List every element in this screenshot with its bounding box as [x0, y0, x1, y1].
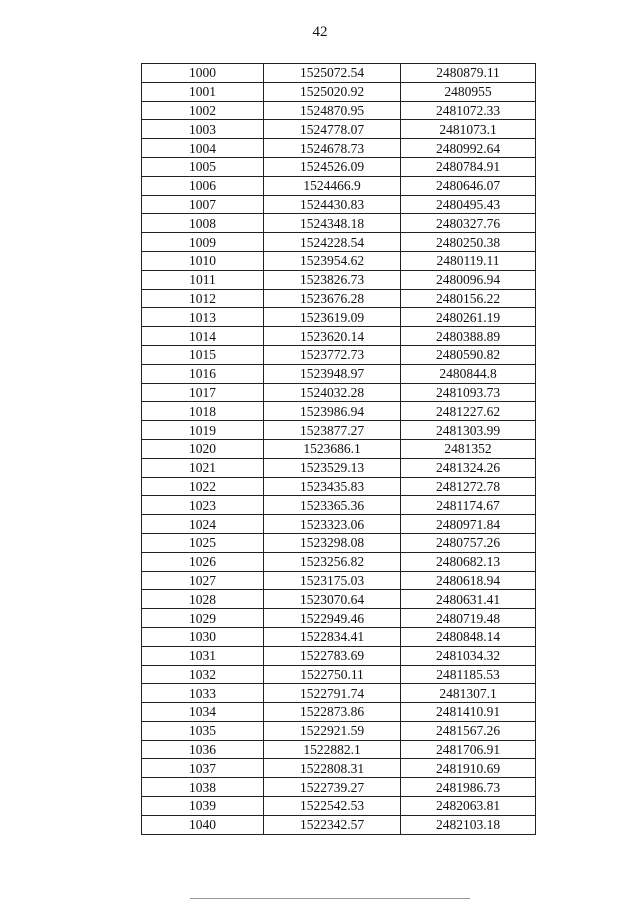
point-number-cell: 1030 — [142, 627, 264, 646]
y-coordinate-cell: 2480388.89 — [401, 327, 536, 346]
x-coordinate-cell: 1523954.62 — [264, 251, 401, 270]
table-row — [142, 515, 536, 534]
x-coordinate-cell: 1523175.03 — [264, 571, 401, 590]
x-coordinate-cell: 1524466.9 — [264, 176, 401, 195]
y-coordinate-cell: 2481174.67 — [401, 496, 536, 515]
point-number-cell: 1015 — [142, 345, 264, 364]
point-number-cell: 1004 — [142, 139, 264, 158]
table-row — [142, 496, 536, 515]
point-number-cell: 1037 — [142, 759, 264, 778]
y-coordinate-cell: 2480784.91 — [401, 157, 536, 176]
point-number-cell: 1014 — [142, 327, 264, 346]
point-number-cell: 1025 — [142, 533, 264, 552]
x-coordinate-cell: 1523619.09 — [264, 308, 401, 327]
x-coordinate-cell: 1523772.73 — [264, 345, 401, 364]
table-row — [142, 214, 536, 233]
x-coordinate-cell: 1523298.08 — [264, 533, 401, 552]
y-coordinate-cell: 2480096.94 — [401, 270, 536, 289]
table-row — [142, 665, 536, 684]
point-number-cell: 1032 — [142, 665, 264, 684]
table-row — [142, 101, 536, 120]
point-number-cell: 1005 — [142, 157, 264, 176]
point-number-cell: 1007 — [142, 195, 264, 214]
y-coordinate-cell: 2480119.11 — [401, 251, 536, 270]
point-number-cell: 1013 — [142, 308, 264, 327]
y-coordinate-cell: 2480261.19 — [401, 308, 536, 327]
point-number-cell: 1028 — [142, 590, 264, 609]
y-coordinate-cell: 2481307.1 — [401, 684, 536, 703]
x-coordinate-cell: 1524032.28 — [264, 383, 401, 402]
point-number-cell: 1027 — [142, 571, 264, 590]
point-number-cell: 1020 — [142, 439, 264, 458]
point-number-cell: 1026 — [142, 552, 264, 571]
table-row — [142, 308, 536, 327]
x-coordinate-cell: 1522873.86 — [264, 703, 401, 722]
point-number-cell: 1018 — [142, 402, 264, 421]
y-coordinate-cell: 2481706.91 — [401, 740, 536, 759]
x-coordinate-cell: 1523620.14 — [264, 327, 401, 346]
x-coordinate-cell: 1523070.64 — [264, 590, 401, 609]
x-coordinate-cell: 1522542.53 — [264, 797, 401, 816]
y-coordinate-cell: 2481272.78 — [401, 477, 536, 496]
y-coordinate-cell: 2480590.82 — [401, 345, 536, 364]
table-row — [142, 703, 536, 722]
x-coordinate-cell: 1523435.83 — [264, 477, 401, 496]
x-coordinate-cell: 1523986.94 — [264, 402, 401, 421]
x-coordinate-cell: 1522834.41 — [264, 627, 401, 646]
y-coordinate-cell: 2481986.73 — [401, 778, 536, 797]
x-coordinate-cell: 1524430.83 — [264, 195, 401, 214]
y-coordinate-cell: 2480955 — [401, 82, 536, 101]
table-row — [142, 439, 536, 458]
point-number-cell: 1023 — [142, 496, 264, 515]
point-number-cell: 1021 — [142, 458, 264, 477]
y-coordinate-cell: 2481303.99 — [401, 421, 536, 440]
x-coordinate-cell: 1523686.1 — [264, 439, 401, 458]
point-number-cell: 1016 — [142, 364, 264, 383]
y-coordinate-cell: 2481410.91 — [401, 703, 536, 722]
y-coordinate-cell: 2480682.13 — [401, 552, 536, 571]
y-coordinate-cell: 2481073.1 — [401, 120, 536, 139]
table-row — [142, 195, 536, 214]
y-coordinate-cell: 2480719.48 — [401, 609, 536, 628]
x-coordinate-cell: 1522882.1 — [264, 740, 401, 759]
y-coordinate-cell: 2481185.53 — [401, 665, 536, 684]
y-coordinate-cell: 2481352 — [401, 439, 536, 458]
y-coordinate-cell: 2480844.8 — [401, 364, 536, 383]
y-coordinate-cell: 2482103.18 — [401, 815, 536, 834]
table-row — [142, 402, 536, 421]
table-row — [142, 64, 536, 83]
y-coordinate-cell: 2480327.76 — [401, 214, 536, 233]
point-number-cell: 1022 — [142, 477, 264, 496]
table-row — [142, 120, 536, 139]
table-row — [142, 364, 536, 383]
x-coordinate-cell: 1523948.97 — [264, 364, 401, 383]
table-row — [142, 778, 536, 797]
y-coordinate-cell: 2480618.94 — [401, 571, 536, 590]
y-coordinate-cell: 2480156.22 — [401, 289, 536, 308]
point-number-cell: 1000 — [142, 64, 264, 83]
point-number-cell: 1012 — [142, 289, 264, 308]
x-coordinate-cell: 1522949.46 — [264, 609, 401, 628]
x-coordinate-cell: 1522342.57 — [264, 815, 401, 834]
table-row — [142, 233, 536, 252]
y-coordinate-cell: 2480631.41 — [401, 590, 536, 609]
table-row — [142, 270, 536, 289]
table-row — [142, 721, 536, 740]
point-number-cell: 1019 — [142, 421, 264, 440]
y-coordinate-cell: 2481072.33 — [401, 101, 536, 120]
table-row — [142, 646, 536, 665]
table-row — [142, 740, 536, 759]
x-coordinate-cell: 1523877.27 — [264, 421, 401, 440]
point-number-cell: 1038 — [142, 778, 264, 797]
y-coordinate-cell: 2481227.62 — [401, 402, 536, 421]
point-number-cell: 1024 — [142, 515, 264, 534]
y-coordinate-cell: 2481567.26 — [401, 721, 536, 740]
table-row — [142, 477, 536, 496]
table-row — [142, 759, 536, 778]
x-coordinate-cell: 1524526.09 — [264, 157, 401, 176]
x-coordinate-cell: 1522791.74 — [264, 684, 401, 703]
table-row — [142, 327, 536, 346]
page-bottom-divider — [190, 898, 470, 899]
table-row — [142, 458, 536, 477]
point-number-cell: 1035 — [142, 721, 264, 740]
x-coordinate-cell: 1522783.69 — [264, 646, 401, 665]
y-coordinate-cell: 2481910.69 — [401, 759, 536, 778]
point-number-cell: 1036 — [142, 740, 264, 759]
y-coordinate-cell: 2480495.43 — [401, 195, 536, 214]
table-row — [142, 815, 536, 834]
point-number-cell: 1039 — [142, 797, 264, 816]
table-row — [142, 383, 536, 402]
point-number-cell: 1034 — [142, 703, 264, 722]
y-coordinate-cell: 2481324.26 — [401, 458, 536, 477]
table-row — [142, 176, 536, 195]
y-coordinate-cell: 2481093.73 — [401, 383, 536, 402]
table-row — [142, 82, 536, 101]
point-number-cell: 1029 — [142, 609, 264, 628]
point-number-cell: 1040 — [142, 815, 264, 834]
y-coordinate-cell: 2480848.14 — [401, 627, 536, 646]
table-row — [142, 684, 536, 703]
table-row — [142, 157, 536, 176]
table-row — [142, 797, 536, 816]
point-number-cell: 1001 — [142, 82, 264, 101]
y-coordinate-cell: 2480992.64 — [401, 139, 536, 158]
y-coordinate-cell: 2480879.11 — [401, 64, 536, 83]
x-coordinate-cell: 1523529.13 — [264, 458, 401, 477]
table-row — [142, 251, 536, 270]
point-number-cell: 1033 — [142, 684, 264, 703]
point-number-cell: 1017 — [142, 383, 264, 402]
table-row — [142, 571, 536, 590]
coordinates-table — [141, 63, 536, 835]
x-coordinate-cell: 1525020.92 — [264, 82, 401, 101]
page-number: 42 — [312, 24, 328, 40]
x-coordinate-cell: 1522808.31 — [264, 759, 401, 778]
x-coordinate-cell: 1524870.95 — [264, 101, 401, 120]
point-number-cell: 1008 — [142, 214, 264, 233]
y-coordinate-cell: 2480757.26 — [401, 533, 536, 552]
table-row — [142, 289, 536, 308]
table-row — [142, 139, 536, 158]
point-number-cell: 1003 — [142, 120, 264, 139]
x-coordinate-cell: 1524678.73 — [264, 139, 401, 158]
x-coordinate-cell: 1522739.27 — [264, 778, 401, 797]
point-number-cell: 1010 — [142, 251, 264, 270]
x-coordinate-cell: 1523365.36 — [264, 496, 401, 515]
point-number-cell: 1002 — [142, 101, 264, 120]
point-number-cell: 1006 — [142, 176, 264, 195]
coordinates-table-body — [142, 64, 536, 835]
table-row — [142, 533, 536, 552]
y-coordinate-cell: 2482063.81 — [401, 797, 536, 816]
x-coordinate-cell: 1525072.54 — [264, 64, 401, 83]
x-coordinate-cell: 1523826.73 — [264, 270, 401, 289]
x-coordinate-cell: 1523676.28 — [264, 289, 401, 308]
x-coordinate-cell: 1522921.59 — [264, 721, 401, 740]
y-coordinate-cell: 2480971.84 — [401, 515, 536, 534]
table-row — [142, 609, 536, 628]
y-coordinate-cell: 2480646.07 — [401, 176, 536, 195]
table-row — [142, 345, 536, 364]
y-coordinate-cell: 2481034.32 — [401, 646, 536, 665]
point-number-cell: 1009 — [142, 233, 264, 252]
x-coordinate-cell: 1523256.82 — [264, 552, 401, 571]
point-number-cell: 1031 — [142, 646, 264, 665]
x-coordinate-cell: 1524778.07 — [264, 120, 401, 139]
x-coordinate-cell: 1524348.18 — [264, 214, 401, 233]
point-number-cell: 1011 — [142, 270, 264, 289]
table-row — [142, 421, 536, 440]
y-coordinate-cell: 2480250.38 — [401, 233, 536, 252]
x-coordinate-cell: 1523323.06 — [264, 515, 401, 534]
x-coordinate-cell: 1522750.11 — [264, 665, 401, 684]
table-row — [142, 552, 536, 571]
table-row — [142, 627, 536, 646]
table-row — [142, 590, 536, 609]
x-coordinate-cell: 1524228.54 — [264, 233, 401, 252]
